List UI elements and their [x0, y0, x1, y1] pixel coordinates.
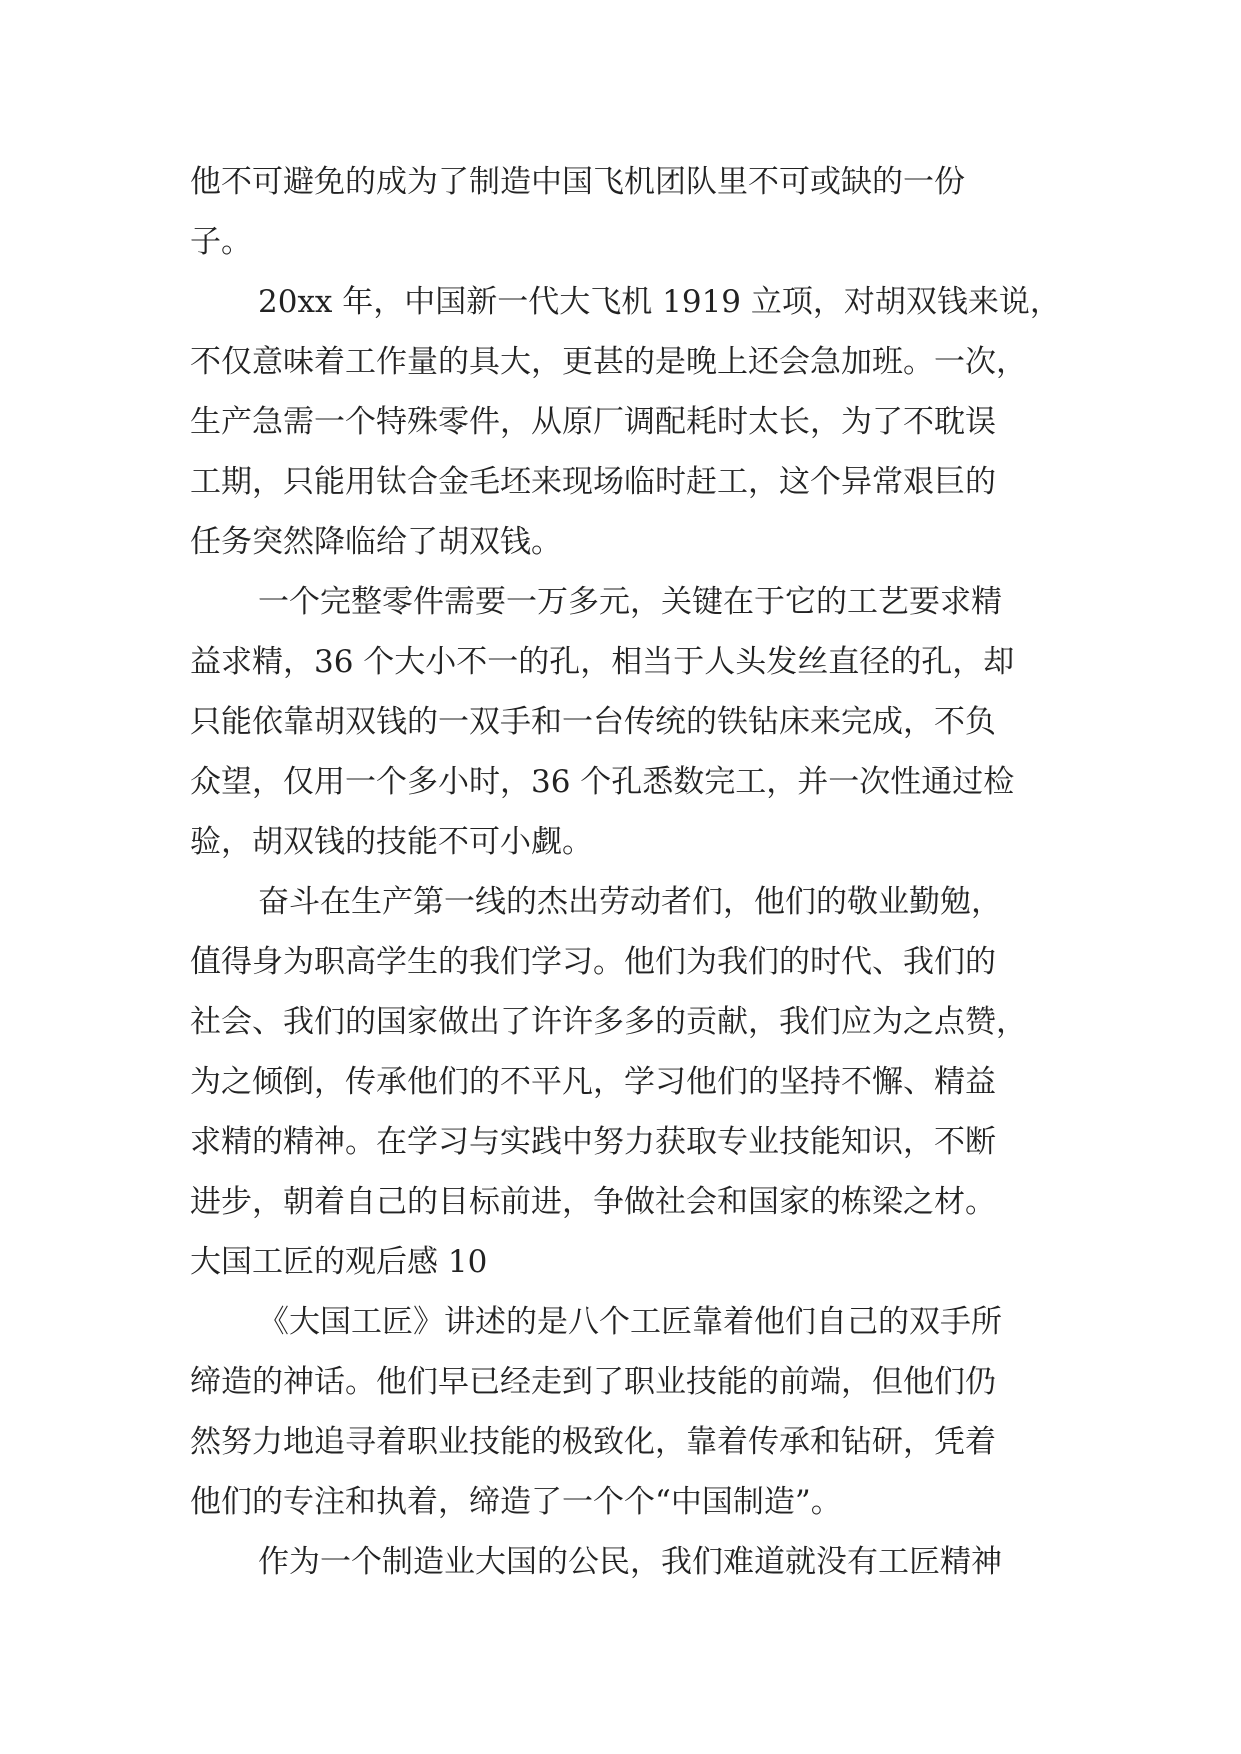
- text-line: 任务突然降临给了胡双钱。: [190, 524, 562, 560]
- text-line: 社会、我们的国家做出了许许多多的贡献，我们应为之点赞，: [190, 1004, 1027, 1040]
- text-line: 不仅意味着工作量的具大，更甚的是晚上还会急加班。一次，: [190, 344, 1027, 380]
- text-line: 他不可避免的成为了制造中国飞机团队里不可或缺的一份: [190, 164, 965, 200]
- section-heading: 大国工匠的观后感 10: [190, 1244, 488, 1280]
- text-line: 生产急需一个特殊零件，从原厂调配耗时太长，为了不耽误: [190, 404, 996, 440]
- text-line: 作为一个制造业大国的公民，我们难道就没有工匠精神: [258, 1544, 1002, 1580]
- text-line: 只能依靠胡双钱的一双手和一台传统的铁钻床来完成，不负: [190, 704, 996, 740]
- text-line: 为之倾倒，传承他们的不平凡，学习他们的坚持不懈、精益: [190, 1064, 996, 1100]
- text-line: 进步，朝着自己的目标前进，争做社会和国家的栋梁之材。: [190, 1184, 996, 1220]
- text-line: 他们的专注和执着，缔造了一个个“中国制造”。: [190, 1484, 842, 1520]
- text-line: 一个完整零件需要一万多元，关键在于它的工艺要求精: [258, 584, 1002, 620]
- text-line: 工期，只能用钛合金毛坯来现场临时赶工，这个异常艰巨的: [190, 464, 996, 500]
- text-line: 20xx 年，中国新一代大飞机 1919 立项，对胡双钱来说，: [258, 284, 1061, 320]
- text-line: 益求精，36 个大小不一的孔，相当于人头发丝直径的孔，却: [190, 644, 1015, 680]
- text-line: 求精的精神。在学习与实践中努力获取专业技能知识，不断: [190, 1124, 996, 1160]
- text-line: 《大国工匠》讲述的是八个工匠靠着他们自己的双手所: [258, 1304, 1002, 1340]
- text-line: 值得身为职高学生的我们学习。他们为我们的时代、我们的: [190, 944, 996, 980]
- text-line: 然努力地追寻着职业技能的极致化，靠着传承和钻研，凭着: [190, 1424, 996, 1460]
- text-line: 奋斗在生产第一线的杰出劳动者们，他们的敬业勤勉，: [258, 884, 1002, 920]
- text-line: 验，胡双钱的技能不可小觑。: [190, 824, 593, 860]
- text-line: 子。: [190, 224, 252, 260]
- text-line: 众望，仅用一个多小时，36 个孔悉数完工，并一次性通过检: [190, 764, 1015, 800]
- text-line: 缔造的神话。他们早已经走到了职业技能的前端，但他们仍: [190, 1364, 996, 1400]
